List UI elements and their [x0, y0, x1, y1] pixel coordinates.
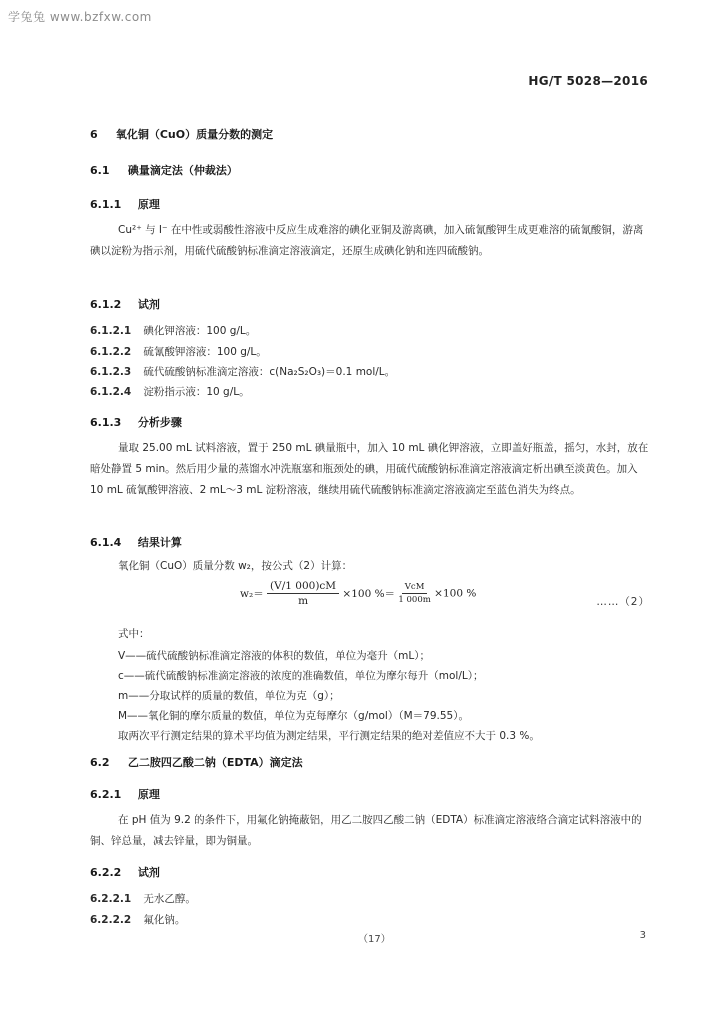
reagent-text: 氟化钠。: [143, 914, 186, 926]
formula-times-2: ×100 %: [434, 587, 477, 600]
section-heading-6-1-3: [90, 414, 182, 430]
section-number: 6.1.4: [90, 536, 122, 549]
fraction-numerator: VcM: [402, 582, 428, 594]
reagent-text: 淀粉指示液：10 g/L。: [143, 386, 250, 398]
section-number: 6.1.3: [90, 416, 122, 429]
reagent-number: 6.1.2.4: [90, 386, 132, 398]
reagent-text: 硫氰酸钾溶液：100 g/L。: [143, 346, 267, 358]
reagent-text: 无水乙醇。: [143, 893, 196, 905]
edta-principle-paragraph: 在 pH 值为 9.2 的条件下，用氟化钠掩蔽铝，用乙二胺四乙酸二钠（EDTA）标准滴定溶液络合滴定试料溶液中的铜、锌总量，减去锌量，即为铜量。: [90, 814, 642, 847]
reagent-text: 硫代硫酸钠标准滴定溶液：c(Na₂S₂O₃)＝0.1 mol/L。: [143, 366, 396, 378]
reagent-item: [90, 384, 250, 399]
section-heading-6-2: [90, 754, 303, 770]
fraction-numerator: (V/1 000)cM: [267, 580, 339, 594]
section-heading-6: [90, 126, 273, 142]
fraction-denominator: m: [298, 595, 309, 607]
section-heading-6-2-1: [90, 786, 160, 802]
reagent-item: [90, 344, 267, 359]
page-number: 3: [639, 930, 646, 941]
definition-item: V——硫代硫酸钠标准滴定溶液的体积的数值，单位为毫升（mL）；: [118, 650, 431, 662]
section-heading-6-1-4: [90, 534, 182, 550]
section-number: 6.1.2: [90, 298, 122, 311]
fraction-denominator: 1 000m: [398, 595, 431, 605]
reagent-item: [90, 912, 185, 927]
reagent-number: 6.1.2.3: [90, 366, 132, 378]
procedure-paragraph: 量取 25.00 mL 试料溶液，置于 250 mL 碘量瓶中，加入 10 mL 碘化钾溶液，立即盖好瓶盖，摇匀，水封，放在暗处静置 5 min。然后用少量的蒸馏水冲洗瓶塞和瓶颈处的碘，用硫代硫酸钠标准滴定溶液滴定析出碘至淡黄色。加入 10 mL 硫氰酸钾溶液、2 mL～3 mL 淀粉溶液，继续用硫代硫酸钠标准滴定溶液滴定至蓝色消失为终点。: [90, 442, 649, 496]
calculation-intro: 氧化铜（CuO）质量分数 w₂，按公式（2）计算：: [118, 560, 353, 572]
formula-fraction-2: [398, 582, 430, 605]
formula-fraction-1: [267, 580, 339, 607]
reagent-item: [90, 323, 256, 338]
section-title: 试剂: [137, 298, 160, 311]
definition-item: c——硫代硫酸钠标准滴定溶液的浓度的准确数值，单位为摩尔每升（mol/L）；: [118, 670, 484, 682]
section-heading-6-2-2: [90, 864, 160, 880]
principle-paragraph: Cu²⁺ 与 I⁻ 在中性或弱酸性溶液中反应生成难溶的碘化亚铜及游离碘，加入硫氰酸钾生成更难溶的硫氰酸铜，游离碘以淀粉为指示剂，用硫代硫酸钠标准滴定溶液滴定，还原生成碘化钠和连四硫酸钠。: [90, 224, 644, 257]
definition-item: M——氧化铜的摩尔质量的数值，单位为克每摩尔（g/mol）（M＝79.55）。: [118, 710, 469, 722]
section-number: 6.1.1: [90, 198, 122, 211]
section-number: 6.2.1: [90, 788, 122, 801]
reagent-number: 6.2.2.2: [90, 914, 132, 926]
standard-code: HG/T 5028—2016: [528, 74, 648, 88]
section-heading-6-1-2: [90, 296, 160, 312]
section-title: 试剂: [137, 866, 160, 879]
section-title: 碘量滴定法（仲裁法）: [127, 164, 238, 177]
watermark-text: 学兔兔 www.bzfxw.com: [8, 10, 152, 24]
reagent-number: 6.1.2.2: [90, 346, 132, 358]
section-number: 6.2: [90, 756, 110, 769]
section-heading-6-1: [90, 162, 238, 178]
footer-sequence: （17）: [358, 934, 391, 945]
formula-times-1: ×100 %＝: [342, 588, 396, 600]
section-title: 结果计算: [137, 536, 182, 549]
definition-item: m——分取试样的质量的数值，单位为克（g）；: [118, 690, 340, 702]
result-note: 取两次平行测定结果的算术平均值为测定结果，平行测定结果的绝对差值应不大于 0.3 %。: [118, 730, 540, 742]
formula-lhs: w₂＝: [240, 588, 264, 600]
section-title: 原理: [137, 788, 160, 801]
section-heading-6-1-1: [90, 196, 160, 212]
reagent-text: 碘化钾溶液：100 g/L。: [143, 325, 257, 337]
reagent-number: 6.1.2.1: [90, 325, 132, 337]
section-title: 原理: [137, 198, 160, 211]
section-number: 6: [90, 128, 98, 141]
reagent-number: 6.2.2.1: [90, 893, 132, 905]
where-label: 式中：: [118, 628, 150, 640]
section-title: 氧化铜（CuO）质量分数的测定: [115, 128, 274, 141]
reagent-item: [90, 364, 395, 379]
section-title: 分析步骤: [137, 416, 182, 429]
reagent-item: [90, 891, 196, 906]
section-title: 乙二胺四乙酸二钠（EDTA）滴定法: [127, 756, 303, 769]
equation-number: ……（2）: [596, 596, 650, 608]
section-number: 6.1: [90, 164, 110, 177]
section-number: 6.2.2: [90, 866, 122, 879]
